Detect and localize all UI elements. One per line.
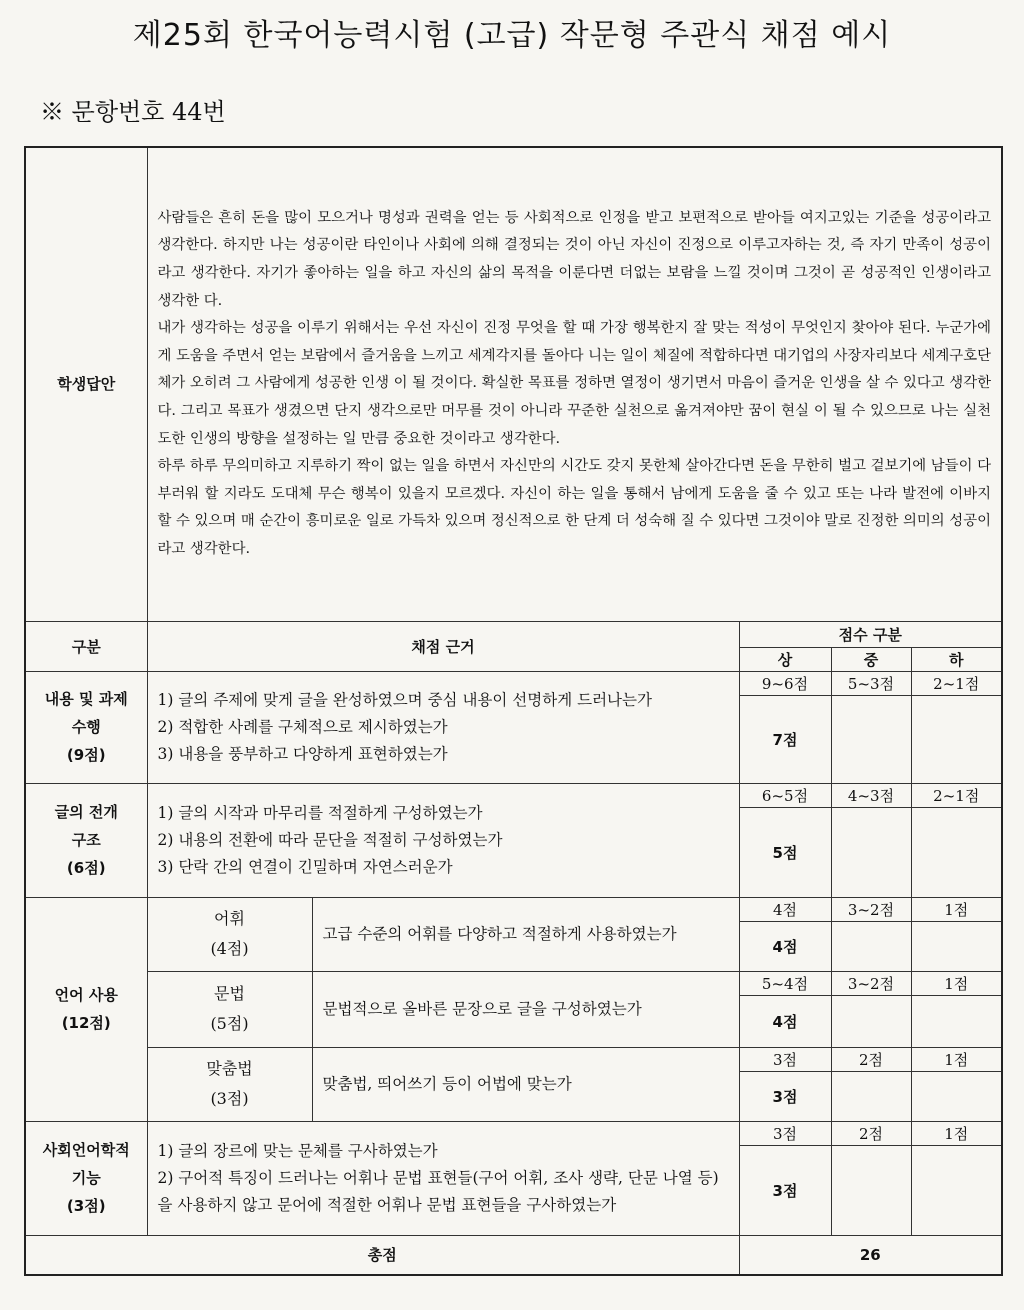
range-mid: 3~2점: [831, 971, 911, 995]
header-score-division: 점수 구분: [739, 621, 1002, 647]
awarded-score: 5점: [739, 807, 831, 897]
header-high: 상: [739, 647, 831, 671]
range-low: 1점: [911, 1121, 1002, 1145]
range-mid: 4~3점: [831, 783, 911, 807]
range-mid: 2점: [831, 1047, 911, 1071]
answer-row: [25, 147, 1002, 621]
category-language: 언어 사용 (12점): [25, 897, 147, 1121]
category-content: 내용 및 과제 수행 (9점): [25, 671, 147, 783]
sub-grammar: 문법 (5점): [147, 971, 312, 1047]
answer-paragraph: 내가 생각하는 성공을 이루기 위해서는 우선 자신이 진정 무엇을 할 때 가장 행복한지 잘 맞는 적성이 무엇인지 찾아야 된다. 누군가에게 도움을 주면서 얻는 보람에서 즐거움을 느끼고 세계각지를 돌아다 니는 일이 체질에 적합하다면 대기업의 사장자리보다 세계구호단체가 오히려 그 사람에게 성공한 인생 이 될 것이다. 확실한 목표를 정하면 열정이 생기면서 마음이 즐거운 인생을 살 수 있다고 생각한다. 그리고 목표가 생겼으면 단지 생각으로만 머무를 것이 아니라 꾸준한 실천으로 옮겨져야만 꿈이 현실 이 될 수 있으므로 나는 실천 도한 인생의 방향을 설정하는 일 만큼 중요한 것이라고 생각한다.: [157, 320, 991, 447]
criteria-sociolinguistic: 1) 글의 장르에 맞는 문체를 구사하였는가 2) 구어적 특징이 드러나는 어휘나 문법 표현들(구어 어휘, 조사 생략, 단문 나열 등)을 사용하지 않고 문어에 적절한 어휘나 문법 표현들을 구사하였는가: [147, 1121, 739, 1235]
criteria-grammar: 문법적으로 올바른 문장으로 글을 구성하였는가: [312, 971, 739, 1047]
question-number: ※ 문항번호 44번: [40, 98, 226, 126]
range-high: 9~6점: [739, 671, 831, 695]
total-label: 총점: [25, 1235, 739, 1275]
range-high: 4점: [739, 897, 831, 921]
range-high: 6~5점: [739, 783, 831, 807]
awarded-score: 4점: [739, 921, 831, 971]
awarded-score: 4점: [739, 995, 831, 1047]
header-category: 구분: [25, 621, 147, 671]
criteria-content: 1) 글의 주제에 맞게 글을 완성하였으며 중심 내용이 선명하게 드러나는가 2) 적합한 사례를 구체적으로 제시하였는가 3) 내용을 풍부하고 다양하게 표현하였는가: [147, 671, 739, 783]
range-high: 3점: [739, 1047, 831, 1071]
sub-spelling: 맞춤법 (3점): [147, 1047, 312, 1121]
range-high: 3점: [739, 1121, 831, 1145]
page-title: 제25회 한국어능력시험 (고급) 작문형 주관식 채점 예시: [132, 18, 892, 53]
awarded-score: 3점: [739, 1145, 831, 1235]
awarded-score: 3점: [739, 1071, 831, 1121]
header-low: 하: [911, 647, 1002, 671]
category-sociolinguistic: 사회언어학적 기능 (3점): [25, 1121, 147, 1235]
answer-label: 학생답안: [25, 147, 147, 621]
header-mid: 중: [831, 647, 911, 671]
range-mid: 5~3점: [831, 671, 911, 695]
criteria-structure: 1) 글의 시작과 마무리를 적절하게 구성하였는가 2) 내용의 전환에 따라 문단을 적절히 구성하였는가 3) 단락 간의 연결이 긴밀하며 자연스러운가: [147, 783, 739, 897]
answer-paragraph: 하루 하루 무의미하고 지루하기 짝이 없는 일을 하면서 자신만의 시간도 갖지 못한체 살아간다면 돈을 무한히 벌고 겉보기에 남들이 다 부러워 할 지라도 도대체 무슨 행복이 있을지 모르겠다. 자신이 하는 일을 통해서 남에게 도움을 줄 수 있고 또는 나라 발전에 이바지 할 수 있으며 매 순간이 흥미로운 일로 가득차 있으며 정신적으로 한 단계 더 성숙해 질 수 있다면 그것이야 말로 진정한 의미의 성공이라고 생각한다.: [157, 458, 991, 558]
range-low: 1점: [911, 971, 1002, 995]
range-mid: 3~2점: [831, 897, 911, 921]
range-high: 5~4점: [739, 971, 831, 995]
range-low: 2~1점: [911, 671, 1002, 695]
criteria-vocabulary: 고급 수준의 어휘를 다양하고 적절하게 사용하였는가: [312, 897, 739, 971]
awarded-score: 7점: [739, 695, 831, 783]
range-low: 1점: [911, 897, 1002, 921]
range-mid: 2점: [831, 1121, 911, 1145]
answer-text: [147, 147, 1002, 621]
criteria-spelling: 맞춤법, 띄어쓰기 등이 어법에 맞는가: [312, 1047, 739, 1121]
answer-paragraph: 사람들은 흔히 돈을 많이 모으거나 명성과 권력을 얻는 등 사회적으로 인정을 받고 보편적으로 받아들 여지고있는 기준을 성공이라고 생각한다. 하지만 나는 성공이란 타인이나 사회에 의해 결정되는 것이 아닌 자신이 진정으로 이루고자하는 것, 즉 자기 만족이 성공이라고 생각한다. 자기가 좋아하는 일을 하고 자신의 삶의 목적을 이룬다면 더없는 보람을 느낄 것이며 그것이 곧 성공적인 인생이라고 생각한 다.: [157, 209, 991, 309]
total-score: 26: [739, 1235, 1002, 1275]
range-low: 1점: [911, 1047, 1002, 1071]
scoring-table: [24, 146, 1003, 1276]
header-criteria: 채점 근거: [147, 621, 739, 671]
range-low: 2~1점: [911, 783, 1002, 807]
category-structure: 글의 전개 구조 (6점): [25, 783, 147, 897]
sub-vocabulary: 어휘 (4점): [147, 897, 312, 971]
